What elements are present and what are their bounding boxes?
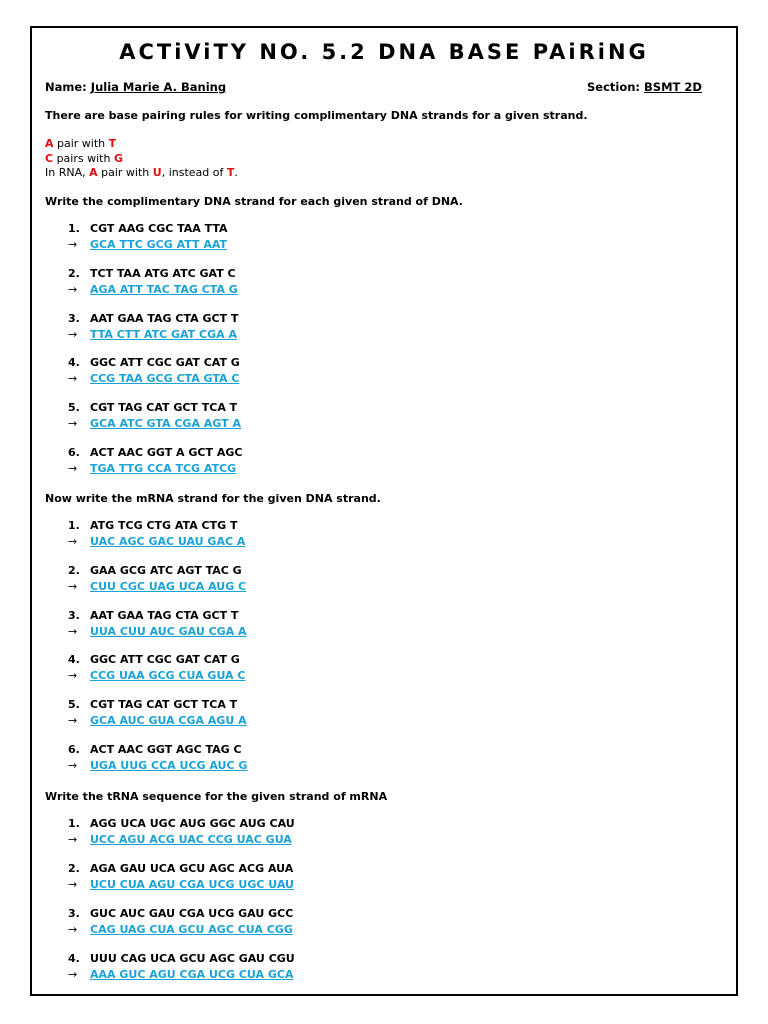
section-value: BSMT 2D — [644, 80, 702, 94]
answer-sequence: UAC AGC GAC UAU GAC A — [90, 535, 246, 548]
given-strand — [68, 564, 246, 580]
list-item — [68, 564, 246, 596]
arrow-icon: → — [68, 878, 78, 891]
arrow-icon: → — [68, 282, 78, 296]
arrow-icon: → — [68, 714, 78, 728]
arrow-icon: → — [68, 462, 78, 475]
given-strand — [68, 356, 240, 372]
given-strand — [68, 312, 238, 328]
answer-sequence: AGA ATT TAC TAG CTA G — [90, 282, 238, 296]
item-number: 2. — [68, 563, 80, 577]
list-item — [68, 862, 294, 894]
given-strand — [68, 862, 294, 878]
answer-sequence: UCC AGU ACG UAC CCG UAC GUA — [90, 833, 292, 846]
given-sequence: CGT AAG CGC TAA TTA — [90, 222, 228, 235]
list-item — [68, 401, 241, 433]
given-strand — [68, 817, 295, 833]
arrow-icon: → — [68, 238, 78, 251]
answer-strand — [68, 833, 295, 849]
answer-strand — [68, 923, 293, 939]
list-item — [68, 312, 238, 344]
name-label: Name: — [45, 80, 87, 94]
given-sequence: AGG UCA UGC AUG GGC AUG CAU — [90, 817, 295, 830]
section3-prompt: Write the tRNA sequence for the given strand of mRNA — [45, 790, 388, 803]
item-number: 4. — [68, 653, 80, 667]
answer-strand — [68, 328, 238, 344]
answer-strand — [68, 625, 247, 641]
arrow-icon: → — [68, 417, 78, 431]
arrow-icon: → — [68, 327, 78, 341]
given-sequence: AGA GAU UCA GCU AGC ACG AUA — [90, 862, 294, 875]
answer-sequence: CUU CGC UAG UCA AUG C — [90, 579, 247, 593]
arrow-icon: → — [68, 624, 78, 638]
rule-3: In RNA, A pair with U, instead of T. — [45, 166, 238, 179]
arrow-icon: → — [68, 579, 78, 593]
given-sequence: CGT TAG CAT GCT TCA T — [90, 698, 238, 712]
given-sequence: ACT AAC GGT AGC TAG C — [90, 743, 242, 756]
given-strand — [68, 267, 238, 283]
section-label: Section: — [587, 80, 641, 94]
given-sequence: ACT AAC GGT A GCT AGC — [90, 446, 243, 459]
answer-strand — [68, 535, 245, 551]
given-strand — [68, 519, 245, 535]
arrow-icon: → — [68, 968, 78, 981]
arrow-icon: → — [68, 923, 78, 936]
arrow-icon: → — [68, 759, 78, 772]
item-number: 5. — [68, 698, 80, 712]
given-sequence: GAA GCG ATC AGT TAC G — [90, 563, 242, 577]
given-sequence: UUU CAG UCA GCU AGC GAU CGU — [90, 952, 295, 965]
arrow-icon: → — [68, 372, 78, 386]
section1-prompt: Write the complimentary DNA strand for each given strand of DNA. — [45, 195, 463, 208]
item-number: 1. — [68, 519, 80, 532]
item-number: 3. — [68, 608, 80, 622]
given-strand — [68, 222, 228, 238]
given-strand — [68, 401, 241, 417]
list-item — [68, 446, 242, 478]
list-item — [68, 817, 295, 849]
pairing-rules — [45, 137, 238, 181]
answer-strand — [68, 878, 294, 894]
list-item — [68, 952, 295, 984]
answer-strand — [68, 238, 228, 254]
answer-strand — [68, 669, 245, 685]
answer-sequence: AAA GUC AGU CGA UCG CUA GCA — [90, 968, 294, 981]
list-item — [68, 698, 247, 730]
item-number: 4. — [68, 356, 80, 370]
given-sequence: ATG TCG CTG ATA CTG T — [90, 519, 238, 532]
arrow-icon: → — [68, 669, 78, 683]
list-item — [68, 222, 228, 254]
answer-strand — [68, 714, 247, 730]
answer-sequence: CCG UAA GCG CUA GUA C — [90, 669, 246, 683]
list-item — [68, 267, 238, 299]
answer-strand — [68, 372, 240, 388]
answer-strand — [68, 759, 247, 775]
item-number: 2. — [68, 266, 80, 280]
list-item — [68, 519, 245, 551]
item-number: 2. — [68, 862, 80, 875]
answer-sequence: TTA CTT ATC GAT CGA A — [90, 327, 237, 341]
given-sequence: TCT TAA ATG ATC GAT C — [90, 266, 236, 280]
item-number: 5. — [68, 401, 80, 415]
list-item — [68, 907, 293, 939]
given-sequence: GUC AUC GAU CGA UCG GAU GCC — [90, 907, 294, 920]
given-sequence: AAT GAA TAG CTA GCT T — [90, 608, 239, 622]
item-number: 3. — [68, 907, 80, 920]
arrow-icon: → — [68, 833, 78, 846]
rule-2: C pairs with G — [45, 151, 123, 165]
list-item — [68, 653, 245, 685]
answer-sequence: CAG UAG CUA GCU AGC CUA CGG — [90, 923, 293, 936]
rule-1: A pair with T — [45, 137, 117, 150]
given-strand — [68, 609, 247, 625]
given-strand — [68, 446, 242, 462]
page-title: ACTiViTY NO. 5.2 DNA BASE PAiRiNG — [119, 40, 649, 64]
answer-sequence: GCA AUC GUA CGA AGU A — [90, 714, 247, 728]
answer-strand — [68, 968, 295, 984]
item-number: 4. — [68, 952, 80, 965]
answer-sequence: GCA TTC GCG ATT AAT — [90, 238, 227, 251]
answer-sequence: CCG TAA GCG CTA GTA C — [90, 372, 240, 386]
item-number: 1. — [68, 817, 80, 830]
given-strand — [68, 907, 293, 923]
given-sequence: AAT GAA TAG CTA GCT T — [90, 311, 239, 325]
item-number: 1. — [68, 222, 80, 235]
answer-sequence: TGA TTG CCA TCG ATCG — [90, 462, 237, 475]
list-item — [68, 743, 247, 775]
answer-strand — [68, 462, 242, 478]
answer-strand — [68, 283, 238, 299]
section-field — [587, 80, 702, 94]
answer-sequence: GCA ATC GTA CGA AGT A — [90, 417, 241, 431]
given-sequence: CGT TAG CAT GCT TCA T — [90, 401, 238, 415]
name-value: Julia Marie A. Baning — [90, 80, 227, 94]
intro-text: There are base pairing rules for writing complimentary DNA strands for a given strand. — [45, 109, 588, 122]
answer-sequence: UCU CUA AGU CGA UCG UGC UAU — [90, 878, 294, 891]
given-strand — [68, 653, 245, 669]
given-sequence: GGC ATT CGC GAT CAT G — [90, 653, 240, 667]
item-number: 6. — [68, 446, 80, 459]
list-item — [68, 356, 240, 388]
item-number: 6. — [68, 743, 80, 756]
list-item — [68, 609, 247, 641]
section2-prompt: Now write the mRNA strand for the given DNA strand. — [45, 492, 381, 505]
answer-strand — [68, 580, 246, 596]
name-field — [45, 80, 226, 94]
given-strand — [68, 698, 247, 714]
answer-sequence: UGA UUG CCA UCG AUC G — [90, 759, 248, 772]
given-sequence: GGC ATT CGC GAT CAT G — [90, 356, 240, 370]
answer-strand — [68, 417, 241, 433]
answer-sequence: UUA CUU AUC GAU CGA A — [90, 624, 247, 638]
given-strand — [68, 743, 247, 759]
arrow-icon: → — [68, 535, 78, 548]
item-number: 3. — [68, 311, 80, 325]
given-strand — [68, 952, 295, 968]
